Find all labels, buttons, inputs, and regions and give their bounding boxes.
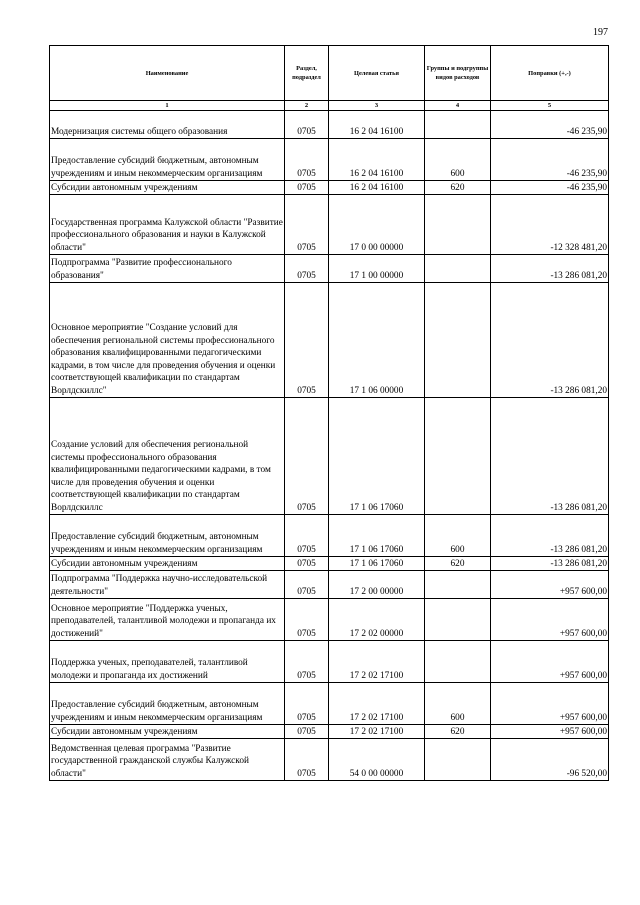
row-section: 0705 [285, 557, 329, 571]
row-amount: -13 286 081,20 [491, 255, 609, 283]
page-number: 197 [593, 27, 608, 38]
table-row [50, 683, 609, 725]
row-amount: -12 328 481,20 [491, 195, 609, 255]
row-section: 0705 [285, 195, 329, 255]
column-number: 2 [285, 101, 329, 111]
row-amount: -13 286 081,20 [491, 398, 609, 515]
table-row [50, 739, 609, 781]
header-amendments: Поправки (+,-) [491, 46, 609, 101]
row-name: Предоставление субсидий бюджетным, автономным учреждениям и иным некоммерческим организациям [50, 139, 285, 181]
row-target: 17 2 02 17100 [329, 725, 425, 739]
row-target: 17 2 02 00000 [329, 599, 425, 641]
row-name: Субсидии автономным учреждениям [50, 725, 285, 739]
row-target: 16 2 04 16100 [329, 181, 425, 195]
row-name: Подпрограмма "Поддержка научно-исследовательской деятельности" [50, 571, 285, 599]
row-group: 600 [425, 515, 491, 557]
budget-amendments-table [49, 45, 609, 781]
row-name: Поддержка ученых, преподавателей, талантливой молодежи и пропаганда их достижений [50, 641, 285, 683]
table-row [50, 515, 609, 557]
row-amount: +957 600,00 [491, 725, 609, 739]
table-row [50, 725, 609, 739]
row-name: Модернизация системы общего образования [50, 111, 285, 139]
row-group [425, 111, 491, 139]
row-group: 600 [425, 139, 491, 181]
column-number: 3 [329, 101, 425, 111]
table-row [50, 557, 609, 571]
header-section: Раздел, подраздел [285, 46, 329, 101]
table-row [50, 181, 609, 195]
row-section: 0705 [285, 599, 329, 641]
row-amount: +957 600,00 [491, 571, 609, 599]
row-target: 17 1 06 00000 [329, 283, 425, 398]
row-amount: -13 286 081,20 [491, 283, 609, 398]
row-target: 17 2 02 17100 [329, 641, 425, 683]
row-amount: -46 235,90 [491, 181, 609, 195]
row-name: Основное мероприятие "Создание условий для обеспечения региональной системы профессионального образования квалифицированными педагогическими кадрами, в том числе для проведения обучения и оценки соответствующей квалификации по стандартам Ворлдскиллс" [50, 283, 285, 398]
row-section: 0705 [285, 139, 329, 181]
row-target: 17 1 06 17060 [329, 557, 425, 571]
row-group [425, 195, 491, 255]
row-amount: +957 600,00 [491, 599, 609, 641]
row-section: 0705 [285, 515, 329, 557]
table-row [50, 571, 609, 599]
row-group: 620 [425, 557, 491, 571]
header-row [50, 46, 609, 101]
row-amount: -13 286 081,20 [491, 515, 609, 557]
row-amount: -13 286 081,20 [491, 557, 609, 571]
row-section: 0705 [285, 283, 329, 398]
table-row [50, 195, 609, 255]
row-target: 17 1 00 00000 [329, 255, 425, 283]
row-target: 54 0 00 00000 [329, 739, 425, 781]
table-row [50, 641, 609, 683]
row-name: Подпрограмма "Развитие профессионального образования" [50, 255, 285, 283]
row-group [425, 283, 491, 398]
column-number: 1 [50, 101, 285, 111]
row-name: Создание условий для обеспечения региональной системы профессионального образования квалифицированными педагогическими кадрами, в том числе для проведения обучения и оценки соответствующей квалификации по стандартам Ворлдскиллс [50, 398, 285, 515]
row-group [425, 739, 491, 781]
row-section: 0705 [285, 739, 329, 781]
row-target: 16 2 04 16100 [329, 139, 425, 181]
row-section: 0705 [285, 255, 329, 283]
row-name: Ведомственная целевая программа "Развитие государственной гражданской службы Калужской области" [50, 739, 285, 781]
table-row [50, 283, 609, 398]
row-target: 17 2 02 17100 [329, 683, 425, 725]
row-group [425, 255, 491, 283]
row-target: 17 2 00 00000 [329, 571, 425, 599]
table-row [50, 398, 609, 515]
row-section: 0705 [285, 398, 329, 515]
row-target: 17 0 00 00000 [329, 195, 425, 255]
row-name: Субсидии автономным учреждениям [50, 557, 285, 571]
column-number: 4 [425, 101, 491, 111]
table-row [50, 255, 609, 283]
row-amount: +957 600,00 [491, 641, 609, 683]
row-section: 0705 [285, 683, 329, 725]
row-target: 17 1 06 17060 [329, 515, 425, 557]
table-row [50, 111, 609, 139]
row-group: 620 [425, 725, 491, 739]
row-group [425, 599, 491, 641]
row-name: Основное мероприятие "Поддержка ученых, преподавателей, талантливой молодежи и пропаганда их достижений" [50, 599, 285, 641]
header-groups: Группы и подгруппы видов расходов [425, 46, 491, 101]
column-number: 5 [491, 101, 609, 111]
row-section: 0705 [285, 725, 329, 739]
header-target: Целевая статья [329, 46, 425, 101]
row-group [425, 641, 491, 683]
row-amount: +957 600,00 [491, 683, 609, 725]
row-group: 620 [425, 181, 491, 195]
row-group [425, 571, 491, 599]
header-name: Наименование [50, 46, 285, 101]
row-name: Предоставление субсидий бюджетным, автономным учреждениям и иным некоммерческим организациям [50, 515, 285, 557]
row-amount: -96 520,00 [491, 739, 609, 781]
row-amount: -46 235,90 [491, 111, 609, 139]
row-target: 16 2 04 16100 [329, 111, 425, 139]
row-target: 17 1 06 17060 [329, 398, 425, 515]
row-name: Государственная программа Калужской области "Развитие профессионального образования и науки в Калужской области" [50, 195, 285, 255]
row-group: 600 [425, 683, 491, 725]
row-section: 0705 [285, 111, 329, 139]
row-section: 0705 [285, 641, 329, 683]
row-section: 0705 [285, 181, 329, 195]
row-section: 0705 [285, 571, 329, 599]
table-row [50, 599, 609, 641]
row-name: Предоставление субсидий бюджетным, автономным учреждениям и иным некоммерческим организациям [50, 683, 285, 725]
column-number-row [50, 101, 609, 111]
row-amount: -46 235,90 [491, 139, 609, 181]
table-row [50, 139, 609, 181]
row-group [425, 398, 491, 515]
row-name: Субсидии автономным учреждениям [50, 181, 285, 195]
